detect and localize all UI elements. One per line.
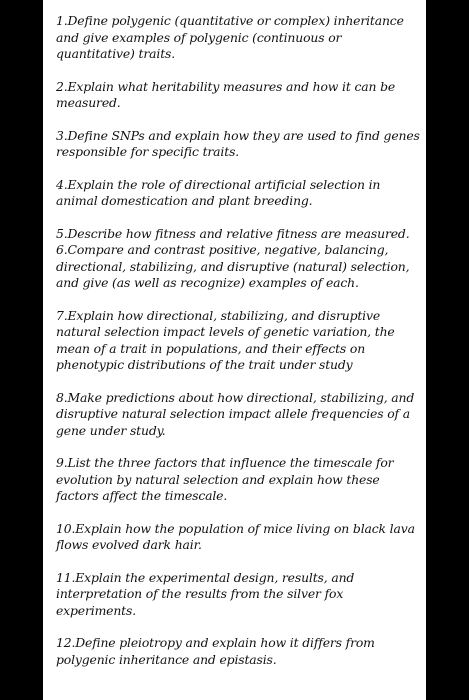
question-11: 11.Explain the experimental design, results, and interpretation of the results from the silver fox experiments. [56,569,355,618]
question-1: 1.Define polygenic (quantitative or complex) inheritance and give examples of polygenic (continuous or quantitative) traits. [56,13,404,61]
question-9: 9.List the three factors that influence the timescale for evolution by natural selection and explain how these factors affect the timescale. [56,455,394,503]
question-5: 5.Describe how fitness and relative fitness are measured. [56,225,410,241]
document-page [43,0,426,700]
question-8: 8.Make predictions about how directional, stabilizing, and disruptive natural selection impact allele frequencies of a gene under study. [56,389,415,438]
question-3: 3.Define SNPs and explain how they are used to find genes responsible for specific traits. [56,127,420,159]
question-7: 7.Explain how directional, stabilizing, and disruptive natural selection impact levels of genetic variation, the mean of a trait in populations, and their effects on phenotypic distributions of the trait under study [56,307,395,372]
question-2: 2.Explain what heritability measures and how it can be measured. [56,78,396,110]
question-12: 12.Define pleiotropy and explain how it differs from polygenic inheritance and epistasis. [56,635,375,667]
question-list [43,0,421,668]
question-6: 6.Compare and contrast positive, negative, balancing, directional, stabilizing, and disruptive (natural) selection, and give (as well as recognize) examples of each. [56,242,410,290]
question-10: 10.Explain how the population of mice living on black lava flows evolved dark hair. [56,520,415,552]
question-4: 4.Explain the role of directional artificial selection in animal domestication and plant breeding. [56,176,381,208]
